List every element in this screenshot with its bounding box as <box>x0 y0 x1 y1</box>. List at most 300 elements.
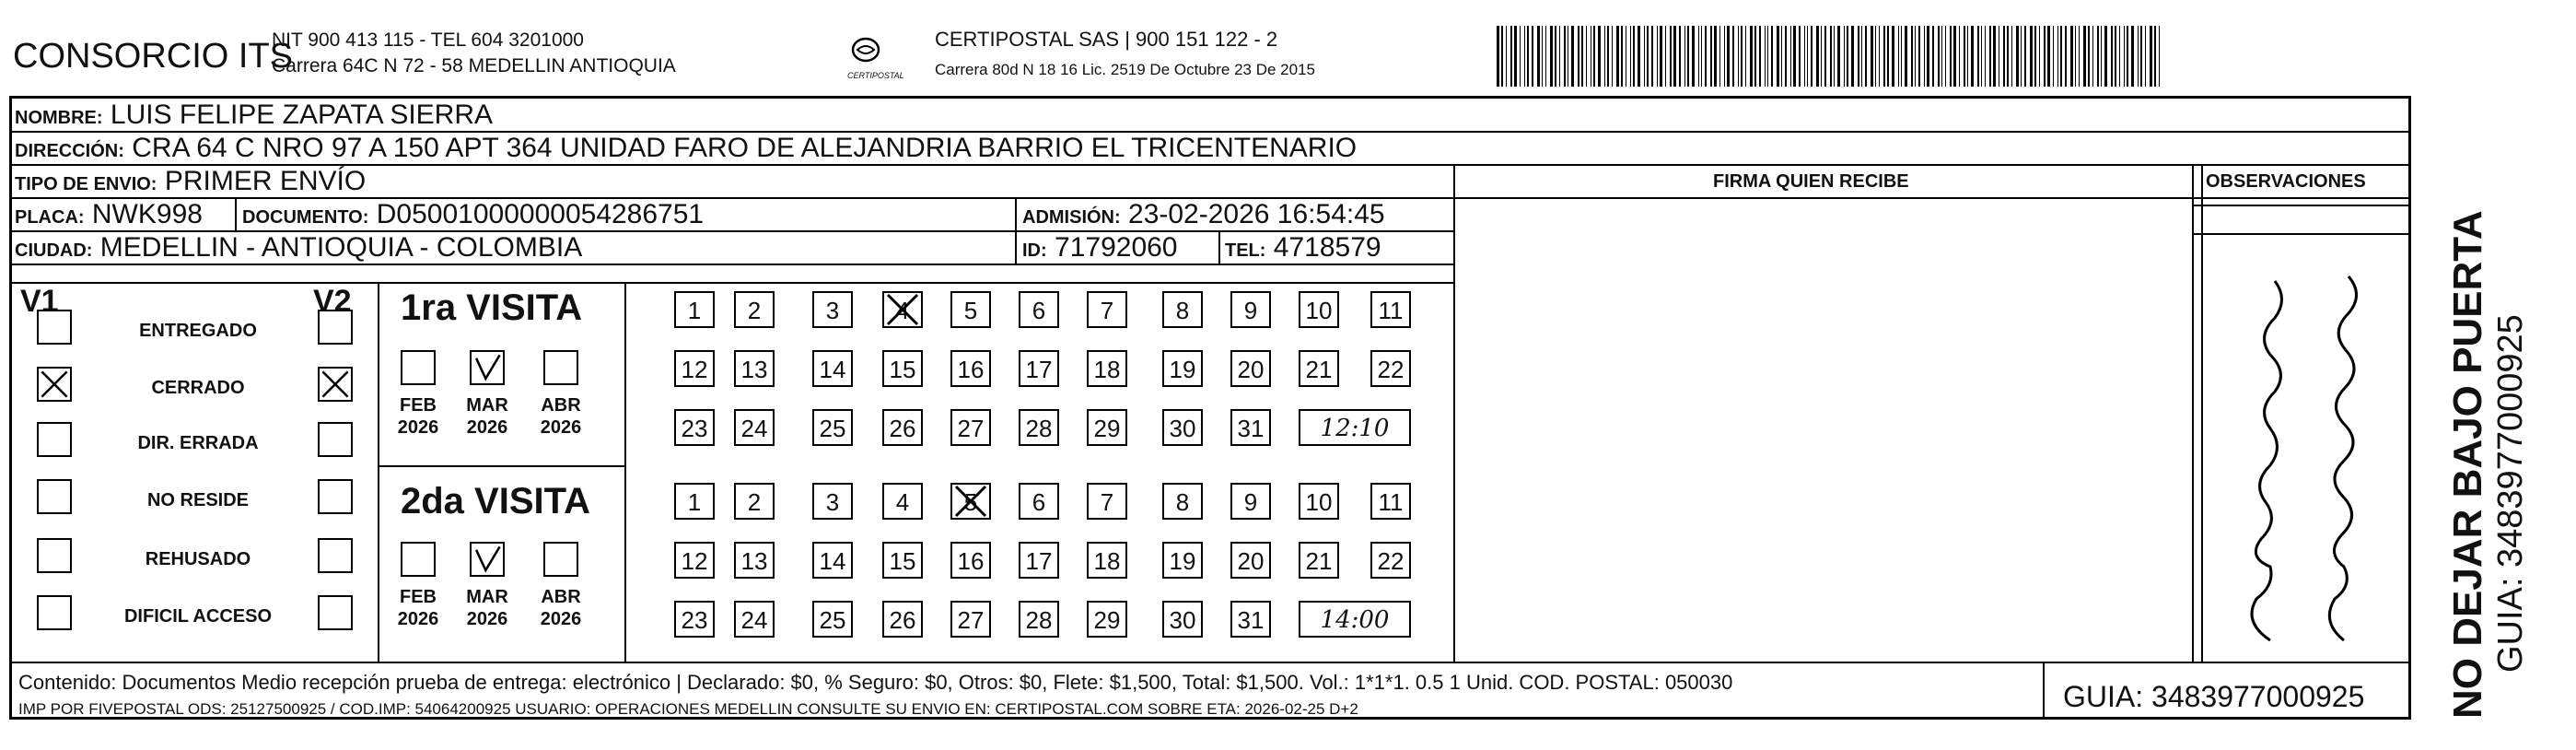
visit2-day-cell[interactable]: 18 <box>1087 542 1127 579</box>
visit1-day-cell[interactable]: 22 <box>1370 350 1411 387</box>
status-option-label: NO RESIDE <box>146 490 250 510</box>
visit2-day-cell[interactable]: 8 <box>1162 483 1203 520</box>
rule <box>2201 164 2203 662</box>
courier-line: CERTIPOSTAL SAS | 900 151 122 - 2 <box>935 28 1278 51</box>
barcode-bar <box>1598 26 1601 87</box>
visit1-month-name: MAR <box>466 395 508 416</box>
visit2-day-cell[interactable]: 22 <box>1370 542 1411 579</box>
visit2-day-cell[interactable]: 13 <box>734 542 775 579</box>
barcode-bar <box>2159 26 2160 87</box>
barcode-bar <box>2145 26 2146 87</box>
barcode-bar <box>1767 26 1768 87</box>
company-nit: NIT 900 413 115 - TEL 604 3201000 <box>272 29 584 51</box>
barcode-bar <box>1765 26 1766 87</box>
visit2-day-mark-icon <box>952 483 989 520</box>
observaciones-header: OBSERVACIONES <box>2206 171 2366 192</box>
barcode-bar <box>1524 26 1525 87</box>
visit2-day-cell[interactable]: 16 <box>950 542 991 579</box>
tel-value: 4718579 <box>1273 232 1381 263</box>
tel-label: TEL: <box>1225 240 1266 261</box>
status-option-label: DIFICIL ACCESO <box>123 606 272 627</box>
ciudad-label: CIUDAD: <box>15 240 93 261</box>
barcode-bar <box>1901 26 1902 87</box>
barcode-bar <box>1545 26 1546 87</box>
courier-address: Carrera 80d N 18 16 Lic. 2519 De Octubre 23 De 2015 <box>935 61 1315 78</box>
barcode-bar <box>1701 26 1702 87</box>
barcode-bar <box>1698 26 1699 87</box>
barcode-bar <box>1638 26 1640 87</box>
visit1-day-cell[interactable]: 13 <box>734 350 775 387</box>
barcode-bar <box>2138 26 2139 87</box>
barcode-bar <box>1510 26 1512 87</box>
visit1-day-cell[interactable]: 20 <box>1230 350 1271 387</box>
rule <box>624 282 626 662</box>
tipo-row <box>15 166 366 197</box>
signature-area[interactable] <box>1455 206 2190 660</box>
barcode-bar <box>1932 26 1934 87</box>
visit2-month-checkbox[interactable] <box>401 542 436 577</box>
visit1-day-cell[interactable]: 4 <box>882 291 923 328</box>
tipo-value: PRIMER ENVÍO <box>164 166 367 196</box>
barcode-bar <box>2024 26 2026 87</box>
barcode-bar <box>2016 26 2019 87</box>
barcode-bar <box>2079 26 2080 87</box>
barcode-bar <box>2065 26 2067 87</box>
visit2-day-cell[interactable]: 19 <box>1162 542 1203 579</box>
barcode-bar <box>2150 26 2152 87</box>
admision-value: 23-02-2026 16:54:45 <box>1128 199 1385 229</box>
barcode-bar <box>1847 26 1848 87</box>
barcode-bar <box>2124 26 2125 87</box>
barcode-bar <box>1985 26 1986 87</box>
barcode-bar <box>1738 26 1739 87</box>
direccion-label: DIRECCIÓN: <box>15 141 124 161</box>
firma-header: FIRMA QUIEN RECIBE <box>1713 171 1909 192</box>
barcode <box>1497 26 2224 87</box>
barcode-bar <box>1679 26 1681 87</box>
barcode-bar <box>1781 26 1782 87</box>
side-panel <box>2418 111 2565 719</box>
visit1-day-mark-icon <box>884 291 921 328</box>
barcode-bar <box>1790 26 1791 87</box>
company-info <box>272 28 676 79</box>
visit2-day-cell[interactable]: 10 <box>1299 483 1339 520</box>
v2-x-mark-icon <box>320 369 351 400</box>
barcode-bar <box>1981 26 1982 87</box>
barcode-bar <box>1684 26 1685 87</box>
barcode-bar <box>1657 26 1658 87</box>
barcode-bar <box>1537 26 1540 87</box>
barcode-bar <box>1593 26 1595 87</box>
visit1-title: 1ra VISITA <box>401 287 583 328</box>
rule <box>9 164 2411 166</box>
barcode-bar <box>1647 26 1649 87</box>
barcode-bar <box>2030 26 2033 87</box>
visit1-day-cell[interactable]: 19 <box>1162 350 1203 387</box>
barcode-bar <box>1871 26 1873 87</box>
barcode-bar <box>2088 26 2090 87</box>
barcode-bar <box>1644 26 1645 87</box>
barcode-bar <box>1816 26 1819 87</box>
visit2-day-cell[interactable]: 28 <box>1019 601 1059 638</box>
visit1-day-cell[interactable]: 26 <box>882 409 923 446</box>
visit2-day-cell[interactable]: 25 <box>812 601 853 638</box>
visit1-month-checkbox[interactable] <box>543 350 578 385</box>
side-warning: NO DEJAR BAJO PUERTA <box>2445 210 2490 719</box>
barcode-bar <box>2047 26 2050 87</box>
barcode-bar <box>1651 26 1653 87</box>
visit1-day-cell[interactable]: 15 <box>882 350 923 387</box>
v1-checkbox[interactable] <box>37 422 72 457</box>
visit1-day-cell[interactable]: 9 <box>1230 291 1271 328</box>
barcode-bar <box>1959 26 1960 87</box>
visit1-day-cell[interactable]: 21 <box>1299 350 1339 387</box>
barcode-bar <box>2119 26 2120 87</box>
visit2-time-cell[interactable]: 14:00 <box>1299 601 1411 638</box>
side-guia: GUIA: 3483977000925 <box>2491 314 2530 673</box>
rule <box>9 662 2411 663</box>
rule <box>9 282 1453 284</box>
visit2-day-cell[interactable]: 30 <box>1162 601 1203 638</box>
footer-guia: GUIA: 3483977000925 <box>2063 680 2365 713</box>
barcode-bar <box>1571 26 1574 87</box>
barcode-bar <box>1754 26 1756 87</box>
nombre-label: NOMBRE: <box>15 108 103 128</box>
v1-checkbox[interactable] <box>37 538 72 573</box>
barcode-bar <box>1989 26 1991 87</box>
visit1-day-cell[interactable]: 7 <box>1087 291 1127 328</box>
visit2-month-checkbox[interactable] <box>543 542 578 577</box>
rule <box>378 465 624 467</box>
barcode-bar <box>1665 26 1666 87</box>
barcode-bar <box>1542 26 1543 87</box>
direccion-value: CRA 64 C NRO 97 A 150 APT 364 UNIDAD FARO DE ALEJANDRIA BARRIO EL TRICENTENARIO <box>132 133 1358 163</box>
visit2-day-cell[interactable]: 17 <box>1019 542 1059 579</box>
visit2-day-cell[interactable]: 2 <box>734 483 775 520</box>
barcode-bar <box>1804 26 1805 87</box>
barcode-bar <box>1555 26 1556 87</box>
visit2-day-cell[interactable]: 5 <box>950 483 991 520</box>
visit1-day-cell[interactable]: 30 <box>1162 409 1203 446</box>
visit2-day-cell[interactable]: 24 <box>734 601 775 638</box>
barcode-bar <box>1807 26 1808 87</box>
id-row <box>1022 232 1178 264</box>
barcode-bar <box>1532 26 1533 87</box>
barcode-bar <box>2131 26 2134 87</box>
barcode-bar <box>1660 26 1662 87</box>
v1-x-mark-icon <box>39 369 70 400</box>
visit1-month-name: ABR <box>541 395 581 416</box>
company-name: CONSORCIO ITS <box>13 37 294 76</box>
visit1-day-cell[interactable]: 14 <box>812 350 853 387</box>
visit1-day-cell[interactable]: 10 <box>1299 291 1339 328</box>
barcode-bar <box>1745 26 1746 87</box>
v1-checkbox[interactable] <box>37 479 72 514</box>
barcode-bar <box>2140 26 2142 87</box>
barcode-bar <box>1732 26 1734 87</box>
barcode-bar <box>1967 26 1968 87</box>
visit1-day-cell[interactable]: 12 <box>674 350 715 387</box>
visit2-month-check-icon <box>472 544 503 575</box>
barcode-bar <box>1705 26 1707 87</box>
visit2-day-cell[interactable]: 29 <box>1087 601 1127 638</box>
rule <box>1218 230 1220 264</box>
visit2-day-cell[interactable]: 1 <box>674 483 715 520</box>
visit2-day-cell[interactable]: 12 <box>674 542 715 579</box>
direccion-row <box>15 133 1357 164</box>
barcode-bar <box>1945 26 1946 87</box>
placa-row <box>15 199 203 230</box>
barcode-bar <box>2039 26 2040 87</box>
visit2-day-cell[interactable]: 9 <box>1230 483 1271 520</box>
visit2-day-cell[interactable]: 15 <box>882 542 923 579</box>
barcode-bar <box>1821 26 1822 87</box>
barcode-bar <box>1844 26 1845 87</box>
visit1-month-year: 2026 <box>397 417 439 438</box>
barcode-bar <box>1887 26 1889 87</box>
visit2-day-cell[interactable]: 26 <box>882 601 923 638</box>
visit1-day-cell[interactable]: 27 <box>950 409 991 446</box>
barcode-bar <box>2092 26 2093 87</box>
company-address: Carrera 64C N 72 - 58 MEDELLIN ANTIOQUIA <box>272 55 676 76</box>
barcode-bar <box>1514 26 1517 87</box>
status-option-label: ENTREGADO <box>139 321 257 341</box>
barcode-bar <box>1793 26 1796 87</box>
barcode-bar <box>2034 26 2036 87</box>
barcode-bar <box>1911 26 1913 87</box>
barcode-bar <box>1724 26 1725 87</box>
visit1-day-cell[interactable]: 25 <box>812 409 853 446</box>
barcode-bar <box>1834 26 1835 87</box>
visit2-day-cell[interactable]: 23 <box>674 601 715 638</box>
barcode-bar <box>1799 26 1801 87</box>
barcode-bar <box>2101 26 2102 87</box>
barcode-bar <box>2097 26 2099 87</box>
visit2-month-year: 2026 <box>466 609 508 629</box>
barcode-bar <box>2104 26 2107 87</box>
barcode-bar <box>1621 26 1623 87</box>
visit2-month-year: 2026 <box>540 609 582 629</box>
visit2-day-cell[interactable]: 21 <box>1299 542 1339 579</box>
rule <box>1015 197 1017 264</box>
visit2-day-cell[interactable]: 6 <box>1019 483 1059 520</box>
barcode-bar <box>1741 26 1743 87</box>
rule <box>2192 205 2411 206</box>
visit2-month-name: MAR <box>466 587 508 607</box>
footer-print-info: IMP POR FIVEPOSTAL ODS: 25127500925 / COD.IMP: 54064200925 USUARIO: OPERACIONES MEDELLIN CONSULTE SU ENVIO EN: CERTIPOSTAL.COM SOBRE ETA: 2026-02-25 D+2 <box>18 700 1358 718</box>
placa-value: NWK998 <box>91 199 203 229</box>
barcode-bar <box>1604 26 1605 87</box>
barcode-bar <box>1612 26 1613 87</box>
barcode-bar <box>1527 26 1529 87</box>
documento-value: D05001000000054286751 <box>376 199 705 229</box>
barcode-bar <box>1633 26 1635 87</box>
barcode-bar <box>1915 26 1916 87</box>
barcode-bar <box>1670 26 1672 87</box>
v2-checkbox[interactable] <box>318 538 353 573</box>
visit2-month-name: FEB <box>400 587 437 607</box>
barcode-bar <box>1824 26 1826 87</box>
barcode-bar <box>1971 26 1974 87</box>
placa-label: PLACA: <box>15 207 85 228</box>
visit1-month-label <box>395 394 441 439</box>
documento-row <box>242 199 704 230</box>
visit2-day-cell[interactable]: 4 <box>882 483 923 520</box>
barcode-bar <box>2011 26 2012 87</box>
barcode-bar <box>1837 26 1840 87</box>
barcode-bar <box>2057 26 2058 87</box>
visit1-time-cell[interactable]: 12:10 <box>1299 409 1411 446</box>
visit2-day-cell[interactable]: 11 <box>1370 483 1411 520</box>
id-label: ID: <box>1022 240 1047 261</box>
visit1-day-cell[interactable]: 24 <box>734 409 775 446</box>
v2-checkbox[interactable] <box>318 422 353 457</box>
v2-checkbox[interactable] <box>318 595 353 630</box>
visit1-day-cell[interactable]: 6 <box>1019 291 1059 328</box>
barcode-bar <box>1851 26 1854 87</box>
barcode-bar <box>1578 26 1579 87</box>
barcode-bar <box>1977 26 1979 87</box>
visit1-day-cell[interactable]: 23 <box>674 409 715 446</box>
visit2-day-cell[interactable]: 7 <box>1087 483 1127 520</box>
visit1-day-cell[interactable]: 17 <box>1019 350 1059 387</box>
observation-handwriting <box>2206 235 2408 659</box>
id-value: 71792060 <box>1055 232 1178 263</box>
barcode-bar <box>2075 26 2076 87</box>
barcode-bar <box>1879 26 1880 87</box>
rule <box>2192 164 2194 662</box>
visit1-month-label <box>538 394 584 439</box>
barcode-bar <box>1777 26 1779 87</box>
barcode-bar <box>1892 26 1894 87</box>
visit1-day-cell[interactable]: 5 <box>950 291 991 328</box>
rule <box>235 197 237 230</box>
v1-checkbox[interactable] <box>37 310 72 345</box>
barcode-bar <box>1607 26 1609 87</box>
barcode-bar <box>1875 26 1876 87</box>
barcode-bar <box>1938 26 1940 87</box>
barcode-bar <box>1953 26 1956 87</box>
rule <box>2043 662 2045 720</box>
visit2-month-year: 2026 <box>397 609 439 629</box>
visit2-title: 2da VISITA <box>401 481 590 521</box>
tel-row <box>1225 232 1381 264</box>
barcode-bar <box>1564 26 1566 87</box>
visit2-day-cell[interactable]: 3 <box>812 483 853 520</box>
visit2-day-cell[interactable]: 27 <box>950 601 991 638</box>
barcode-bar <box>2007 26 2009 87</box>
nombre-value: LUIS FELIPE ZAPATA SIERRA <box>110 100 494 130</box>
logo-text: CERTIPOSTAL <box>847 71 904 80</box>
nombre-row <box>15 100 493 131</box>
barcode-bar <box>1586 26 1587 87</box>
visit1-month-name: FEB <box>400 395 437 416</box>
visit1-day-cell[interactable]: 18 <box>1087 350 1127 387</box>
visit1-day-cell[interactable]: 31 <box>1230 409 1271 446</box>
barcode-bar <box>1497 26 1499 87</box>
visit1-month-year: 2026 <box>466 417 508 438</box>
v2-checkbox[interactable] <box>318 479 353 514</box>
barcode-bar <box>2060 26 2062 87</box>
admision-label: ADMISIÓN: <box>1022 207 1121 228</box>
barcode-bar <box>1927 26 1929 87</box>
barcode-bar <box>1905 26 1907 87</box>
visit1-day-cell[interactable]: 11 <box>1370 291 1411 328</box>
visit2-day-cell[interactable]: 31 <box>1230 601 1271 638</box>
v1-checkbox[interactable] <box>37 595 72 630</box>
barcode-bar <box>2083 26 2086 87</box>
barcode-bar <box>1750 26 1753 87</box>
barcode-bar <box>2154 26 2156 87</box>
barcode-bar <box>2127 26 2128 87</box>
admision-row <box>1022 199 1385 230</box>
rule <box>9 264 1453 265</box>
visit1-month-check-icon <box>472 352 503 383</box>
barcode-bar <box>1830 26 1832 87</box>
visit2-month-label <box>538 586 584 630</box>
visit1-day-cell[interactable]: 8 <box>1162 291 1203 328</box>
visit1-day-cell[interactable]: 3 <box>812 291 853 328</box>
ciudad-value: MEDELLIN - ANTIOQUIA - COLOMBIA <box>99 232 583 263</box>
visit2-day-cell[interactable]: 20 <box>1230 542 1271 579</box>
documento-label: DOCUMENTO: <box>242 207 369 228</box>
barcode-bar <box>2021 26 2022 87</box>
barcode-bar <box>1719 26 1720 87</box>
barcode-bar <box>1771 26 1773 87</box>
barcode-bar <box>1785 26 1787 87</box>
barcode-bar <box>1811 26 1813 87</box>
barcode-bar <box>1727 26 1730 87</box>
barcode-bar <box>1687 26 1689 87</box>
visit1-day-cell[interactable]: 16 <box>950 350 991 387</box>
status-option-label: REHUSADO <box>145 549 251 569</box>
barcode-bar <box>2070 26 2073 87</box>
visit1-day-cell[interactable]: 1 <box>674 291 715 328</box>
barcode-bar <box>2044 26 2046 87</box>
v1-label: V1 <box>20 284 59 319</box>
barcode-bar <box>1550 26 1553 87</box>
visit1-day-cell[interactable]: 29 <box>1087 409 1127 446</box>
barcode-bar <box>2053 26 2054 87</box>
visit1-day-cell[interactable]: 28 <box>1019 409 1059 446</box>
barcode-bar <box>1858 26 1859 87</box>
barcode-bar <box>1898 26 1899 87</box>
visit1-month-checkbox[interactable] <box>401 350 436 385</box>
v2-label: V2 <box>313 284 352 319</box>
visit2-month-name: ABR <box>541 587 581 607</box>
visit2-month-label <box>395 586 441 630</box>
barcode-bar <box>1714 26 1717 87</box>
visit2-month-label <box>464 586 510 630</box>
barcode-bar <box>1865 26 1867 87</box>
barcode-bar <box>1993 26 1996 87</box>
barcode-bar <box>1759 26 1761 87</box>
barcode-bar <box>1924 26 1925 87</box>
status-option-label: DIR. ERRADA <box>137 433 259 453</box>
barcode-bar <box>1673 26 1676 87</box>
status-option-label: CERRADO <box>151 378 245 398</box>
barcode-bar <box>1941 26 1942 87</box>
barcode-bar <box>1581 26 1583 87</box>
barcode-bar <box>1630 26 1631 87</box>
visit1-day-cell[interactable]: 2 <box>734 291 775 328</box>
barcode-bar <box>1559 26 1560 87</box>
barcode-bar <box>1501 26 1503 87</box>
v2-checkbox[interactable] <box>318 310 353 345</box>
barcode-bar <box>1918 26 1920 87</box>
barcode-bar <box>1506 26 1507 87</box>
visit2-day-cell[interactable]: 14 <box>812 542 853 579</box>
